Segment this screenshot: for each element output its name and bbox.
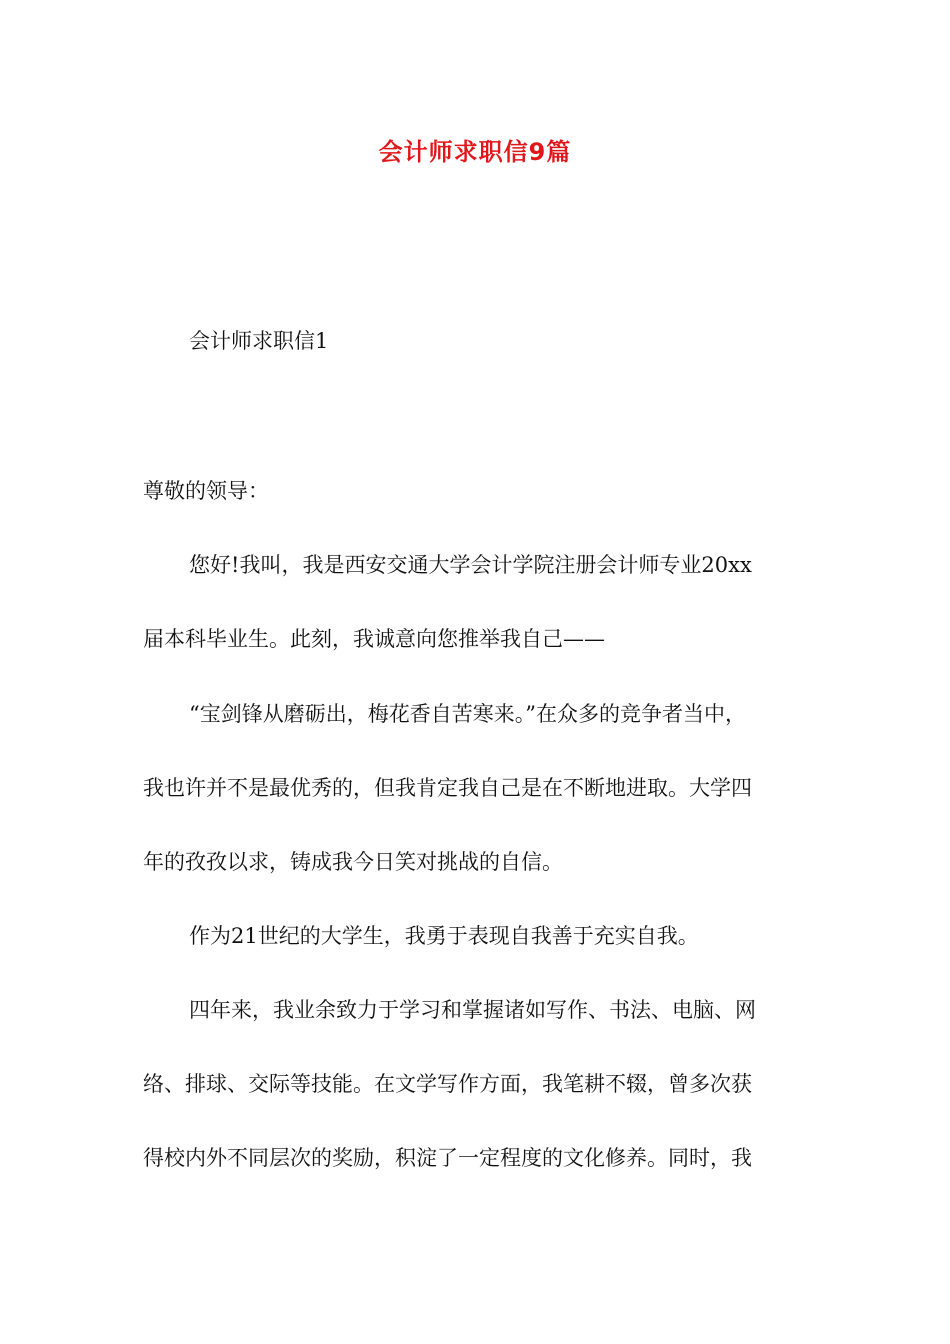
paragraph-line-7: 四年来，我业余致力于学习和掌握诸如写作、书法、电脑、网: [189, 998, 756, 1022]
section-heading: 会计师求职信1: [189, 329, 329, 353]
paragraph-line-5: 年的孜孜以求，铸成我今日笑对挑战的自信。: [143, 850, 563, 874]
paragraph-line-1: 您好!我叫，我是西安交通大学会计学院注册会计师专业20xx: [189, 553, 752, 577]
paragraph-line-3: “宝剑锋从磨砺出，梅花香自苦寒来。”在众多的竞争者当中，: [189, 702, 746, 726]
paragraph-line-2: 届本科毕业生。此刻，我诚意向您推举我自己——: [143, 627, 605, 651]
salutation: 尊敬的领导：: [143, 479, 269, 503]
paragraph-line-4: 我也许并不是最优秀的，但我肯定我自己是在不断地进取。大学四: [143, 776, 752, 800]
paragraph-line-8: 络、排球、交际等技能。在文学写作方面，我笔耕不辍，曾多次获: [143, 1072, 752, 1096]
paragraph-line-9: 得校内外不同层次的奖励，积淀了一定程度的文化修养。同时，我: [143, 1146, 752, 1170]
document-title: 会计师求职信9篇: [378, 138, 572, 166]
paragraph-line-6: 作为21世纪的大学生，我勇于表现自我善于充实自我。: [189, 924, 699, 948]
